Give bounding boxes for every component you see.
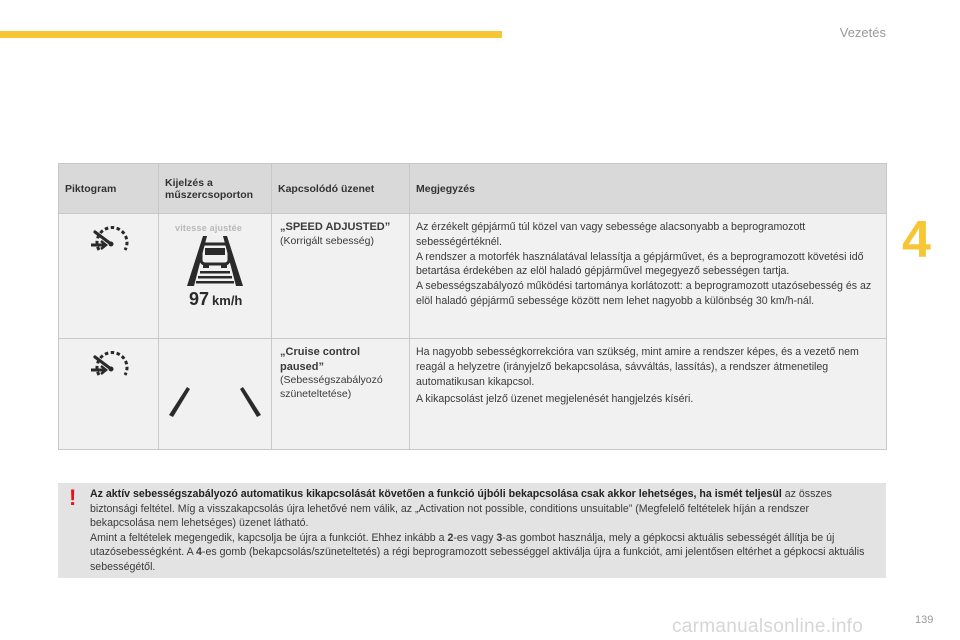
watermark: carmanualsonline.info xyxy=(672,616,864,637)
empty-lane-display-icon xyxy=(167,379,263,439)
column-header-message: Kapcsolódó üzenet xyxy=(272,164,410,214)
page-number: 139 xyxy=(915,614,934,626)
display-message-text: vitesse ajustée xyxy=(175,223,243,233)
warning-paragraph-2: Amint a feltételek megengedik, kapcsolja be újra a funkciót. Ehhez inkább a 2-es vagy 3-as gombot használja, mely a gépkocsi aktuális sebességét állítja be új utazósebességként. A 4-es gomb (bekapcsolás/szüneteltetés) a régi beprogramozott sebességgel aktiválja újra a funkciót, ami jelentősen eltérhet a gépkocsi aktuális sebességétől. xyxy=(90,531,865,574)
note-paragraph: A kikapcsolást jelző üzenet megjelenését hangjelzés kíséri. xyxy=(416,393,694,406)
pictogram-cell xyxy=(59,339,159,450)
table-row xyxy=(59,214,887,339)
cruise-control-table xyxy=(58,163,887,450)
car-ahead-display-icon xyxy=(167,236,263,288)
message-title: „SPEED ADJUSTED” xyxy=(280,221,391,233)
table-row xyxy=(59,339,887,450)
display-speed: 97 km/h xyxy=(189,289,243,309)
display-cell xyxy=(159,214,272,339)
message-title: „Cruise control paused” xyxy=(280,346,361,373)
column-header-notes: Megjegyzés xyxy=(410,164,887,214)
speed-limiter-gauge-icon xyxy=(89,224,133,258)
pictogram-cell xyxy=(59,214,159,339)
column-header-piktogram: Piktogram xyxy=(59,164,159,214)
warning-paragraph-1: Az aktív sebességszabályozó automatikus kikapcsolását követően a funkció újbóli bekapcsolása csak akkor lehetséges, ha ismét teljesül az összes biztonsági feltétel. Míg a visszakapcsolás újra lehetővé nem válik, az „Activation not possible, conditions unsuitable” (Megfelelő feltételek híján a rendszer bekapcsolása nem lehetséges) üzenet látható. xyxy=(90,488,832,530)
message-cell xyxy=(272,214,410,339)
message-subtitle: (Korrigált sebesség) xyxy=(280,234,374,247)
exclamation-icon: ! xyxy=(69,485,77,510)
notes-cell xyxy=(410,214,887,339)
note-paragraph: A sebességszabályozó működési tartománya korlátozott: a beprogramozott utazósebesség és az elöl haladó gépjármű sebessége között nem lehet nagyobb a különbség 30 km/h-nál. xyxy=(416,280,872,308)
message-cell xyxy=(272,339,410,450)
table-header-row xyxy=(59,164,887,214)
speed-limiter-gauge-icon xyxy=(89,349,133,383)
note-paragraph: A rendszer a motorfék használatával lelassítja a gépjárművet, és a beprogramozott követési idő betartása érdekében az elöl haladó gépjárművel megegyező sebességen tartja. xyxy=(416,250,864,278)
section-title: Vezetés xyxy=(839,25,886,40)
notes-cell xyxy=(410,339,887,450)
note-paragraph: Ha nagyobb sebességkorrekcióra van szükség, mint amire a rendszer képes, és a vezető nem reagál a helyzetre (irányjelző bekapcsolása, sávváltás, lassítás), a rendszer átmenetileg automatikusan kikapcsol. xyxy=(416,346,859,388)
message-subtitle: (Sebességszabályozó szüneteltetése) xyxy=(280,374,383,401)
chapter-number: 4 xyxy=(902,211,931,269)
top-accent-bar xyxy=(0,31,502,38)
note-paragraph: Az érzékelt gépjármű túl közel van vagy sebessége alacsonyabb a beprogramozott sebességértéknél. xyxy=(416,221,806,248)
display-cell xyxy=(159,339,272,450)
warning-box xyxy=(58,483,886,578)
column-header-display: Kijelzés a műszercsoporton xyxy=(159,164,272,214)
